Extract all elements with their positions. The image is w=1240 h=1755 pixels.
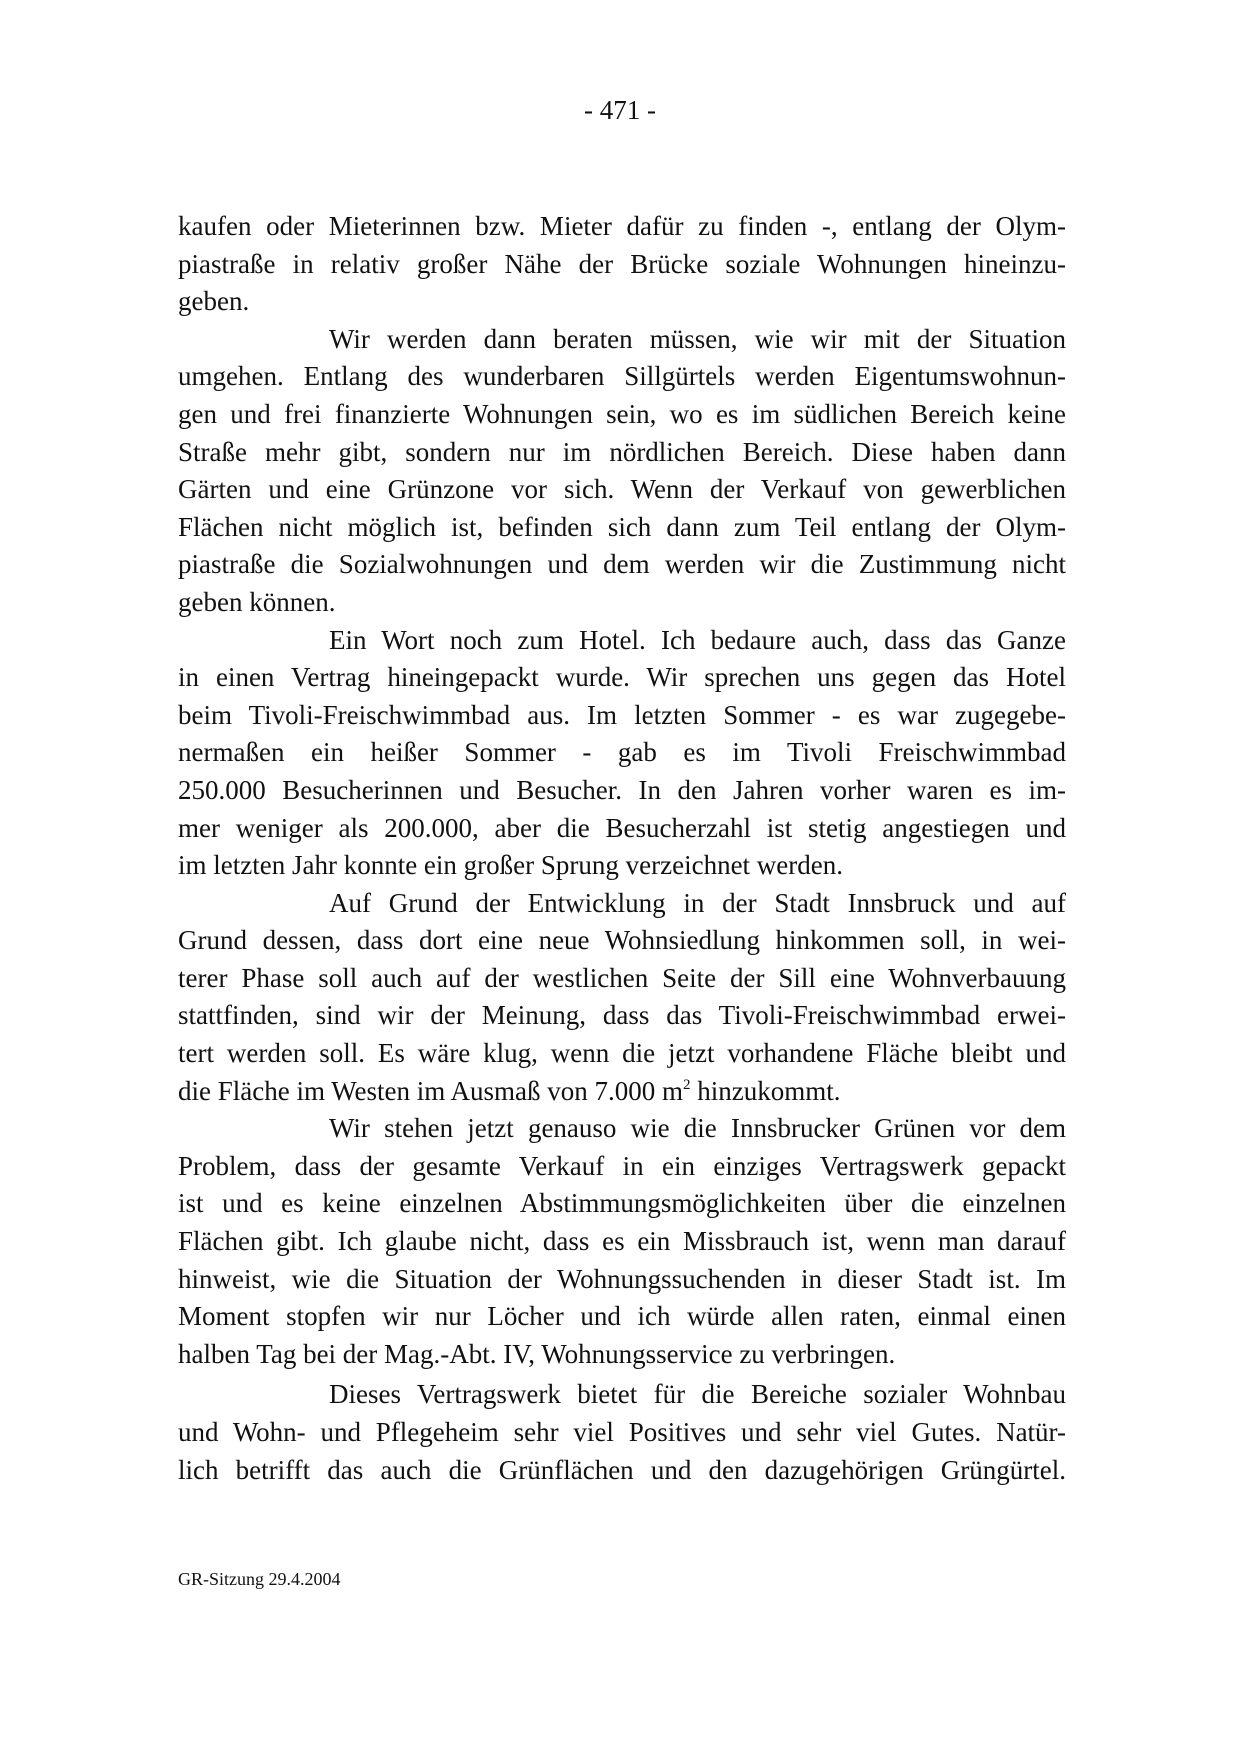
text-line: nermaßen ein heißer Sommer - gab es im Tivoli Freischwimmbad bbox=[178, 737, 1066, 768]
text-line: beim Tivoli-Freischwimmbad aus. Im letzten Sommer - es war zugegebe- bbox=[178, 699, 1066, 730]
text-line: stattfinden, sind wir der Meinung, dass das Tivoli-Freischwimmbad erwei- bbox=[178, 1000, 1066, 1031]
paragraph-3 bbox=[178, 622, 1066, 885]
text-line: Wir werden dann beraten müssen, wie wir mit der Situation bbox=[329, 323, 1066, 354]
text-line: Moment stopfen wir nur Löcher und ich würde allen raten, einmal einen bbox=[178, 1301, 1066, 1332]
text-line bbox=[178, 1073, 1066, 1111]
footer-session-date: GR-Sitzung 29.4.2004 bbox=[178, 1569, 341, 1589]
text-line: gen und frei finanzierte Wohnungen sein, wo es im südlichen Bereich keine bbox=[178, 398, 1066, 429]
text-line: Gärten und eine Grünzone vor sich. Wenn der Verkauf von gewerblichen bbox=[178, 474, 1066, 505]
text-line: Dieses Vertragswerk bietet für die Bereiche sozialer Wohnbau bbox=[329, 1379, 1066, 1410]
page-number: - 471 - bbox=[584, 95, 656, 125]
text-line: Auf Grund der Entwicklung in der Stadt Innsbruck und auf bbox=[329, 887, 1066, 918]
text-line: geben. bbox=[178, 286, 250, 317]
text-line: ist und es keine einzelnen Abstimmungsmöglichkeiten über die einzelnen bbox=[178, 1188, 1066, 1219]
text-fragment: hinzukommt. bbox=[690, 1075, 841, 1106]
paragraph-2 bbox=[178, 321, 1066, 622]
text-line: mer weniger als 200.000, aber die Besucherzahl ist stetig angestiegen und bbox=[178, 812, 1066, 843]
text-line: Problem, dass der gesamte Verkauf in ein einziges Vertragswerk gepackt bbox=[178, 1150, 1066, 1181]
text-line: halben Tag bei der Mag.-Abt. IV, Wohnungsservice zu verbringen. bbox=[178, 1338, 896, 1369]
text-line: Grund dessen, dass dort eine neue Wohnsiedlung hinkommen soll, in wei- bbox=[178, 925, 1066, 956]
text-line: kaufen oder Mieterinnen bzw. Mieter dafür zu finden -, entlang der Olym- bbox=[178, 211, 1066, 241]
text-line: lich betrifft das auch die Grünflächen und den dazugehörigen Grüngürtel. bbox=[178, 1454, 1066, 1485]
superscript: 2 bbox=[683, 1076, 691, 1093]
paragraph-5 bbox=[178, 1110, 1066, 1373]
text-line: tert werden soll. Es wäre klug, wenn die jetzt vorhandene Fläche bleibt und bbox=[178, 1038, 1066, 1069]
text-line: Ein Wort noch zum Hotel. Ich bedaure auch, dass das Ganze bbox=[329, 624, 1066, 655]
text-line: Wir stehen jetzt genauso wie die Innsbrucker Grünen vor dem bbox=[329, 1113, 1066, 1144]
text-line: terer Phase soll auch auf der westlichen Seite der Sill eine Wohnverbauung bbox=[178, 962, 1066, 993]
paragraph-1 bbox=[178, 208, 1066, 321]
text-line: geben können. bbox=[178, 586, 336, 617]
text-line: Straße mehr gibt, sondern nur im nördlichen Bereich. Diese haben dann bbox=[178, 436, 1066, 467]
text-line: 250.000 Besucherinnen und Besucher. In den Jahren vorher waren es im- bbox=[178, 774, 1066, 805]
paragraph-4 bbox=[178, 885, 1066, 1111]
text-line: im letzten Jahr konnte ein großer Sprung verzeichnet werden. bbox=[178, 850, 844, 881]
document-body bbox=[178, 208, 1066, 1489]
text-line: piastraße in relativ großer Nähe der Brücke soziale Wohnungen hineinzu- bbox=[178, 248, 1066, 279]
text-line: Flächen nicht möglich ist, befinden sich dann zum Teil entlang der Olym- bbox=[178, 511, 1066, 542]
text-fragment: die Fläche im Westen im Ausmaß von 7.000 m bbox=[178, 1075, 684, 1106]
text-line: hinweist, wie die Situation der Wohnungssuchenden in dieser Stadt ist. Im bbox=[178, 1263, 1066, 1294]
text-line: Flächen gibt. Ich glaube nicht, dass es ein Missbrauch ist, wenn man darauf bbox=[178, 1226, 1066, 1257]
text-line: umgehen. Entlang des wunderbaren Sillgürtels werden Eigentumswohnun- bbox=[178, 361, 1066, 392]
paragraph-6 bbox=[178, 1376, 1066, 1489]
text-line: piastraße die Sozialwohnungen und dem werden wir die Zustimmung nicht bbox=[178, 549, 1066, 580]
text-line: in einen Vertrag hineingepackt wurde. Wir sprechen uns gegen das Hotel bbox=[178, 662, 1066, 693]
text-line: und Wohn- und Pflegeheim sehr viel Positives und sehr viel Gutes. Natür- bbox=[178, 1417, 1066, 1447]
